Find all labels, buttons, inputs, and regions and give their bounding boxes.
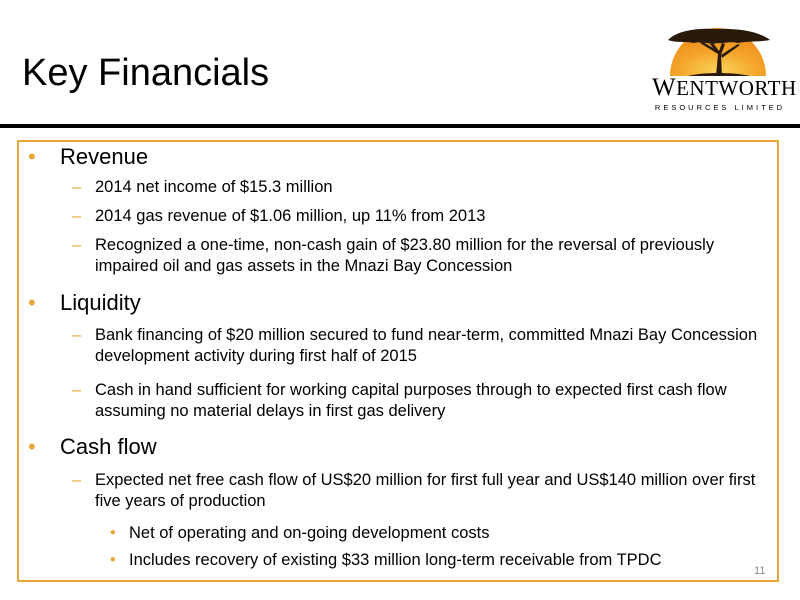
brand-initial: W xyxy=(652,74,677,101)
section-heading: Revenue xyxy=(60,144,149,169)
sub-list-item-text: Includes recovery of existing $33 million long-term receivable from TPDC xyxy=(129,551,662,569)
list-item-text: 2014 gas revenue of $1.06 million, up 11% from 2013 xyxy=(95,207,486,225)
dash-marker: – xyxy=(72,178,82,196)
section-heading: Cash flow xyxy=(60,434,157,459)
bullet-dot: • xyxy=(28,290,36,315)
header-rule xyxy=(0,124,800,128)
brand-rest: ENTWORTH xyxy=(676,76,797,100)
brand-subtitle: RESOURCES LIMITED xyxy=(654,103,786,112)
bullet-dot: • xyxy=(28,434,36,459)
page-number: 11 xyxy=(754,565,766,577)
list-item-text: 2014 net income of $15.3 million xyxy=(95,178,333,196)
list-item-text: Expected net free cash flow of US$20 million for first full year and US$140 million over first five years of production xyxy=(95,471,756,510)
bullet-dot: • xyxy=(110,551,116,569)
dash-marker: – xyxy=(72,207,82,225)
section-heading: Liquidity xyxy=(60,290,141,315)
bullet-dot: • xyxy=(110,524,116,542)
brand-name xyxy=(652,74,797,102)
dash-marker: – xyxy=(72,236,82,254)
slide-title: Key Financials xyxy=(22,52,270,94)
list-item-text: Cash in hand sufficient for working capital purposes through to expected first cash flow assuming no material delays in first gas delivery xyxy=(95,381,727,420)
dash-marker: – xyxy=(72,471,82,489)
dash-marker: – xyxy=(72,326,82,344)
company-logo xyxy=(648,10,797,120)
bullet-dot: • xyxy=(28,144,36,169)
list-item-text: Recognized a one-time, non-cash gain of $23.80 million for the reversal of previously impaired oil and gas assets in the Mnazi Bay Concession xyxy=(95,236,715,275)
list-item-text: Bank financing of $20 million secured to fund near-term, committed Mnazi Bay Concession development activity during first half of 2015 xyxy=(95,326,758,365)
dash-marker: – xyxy=(72,381,82,399)
sub-list-item-text: Net of operating and on-going development costs xyxy=(129,524,490,542)
